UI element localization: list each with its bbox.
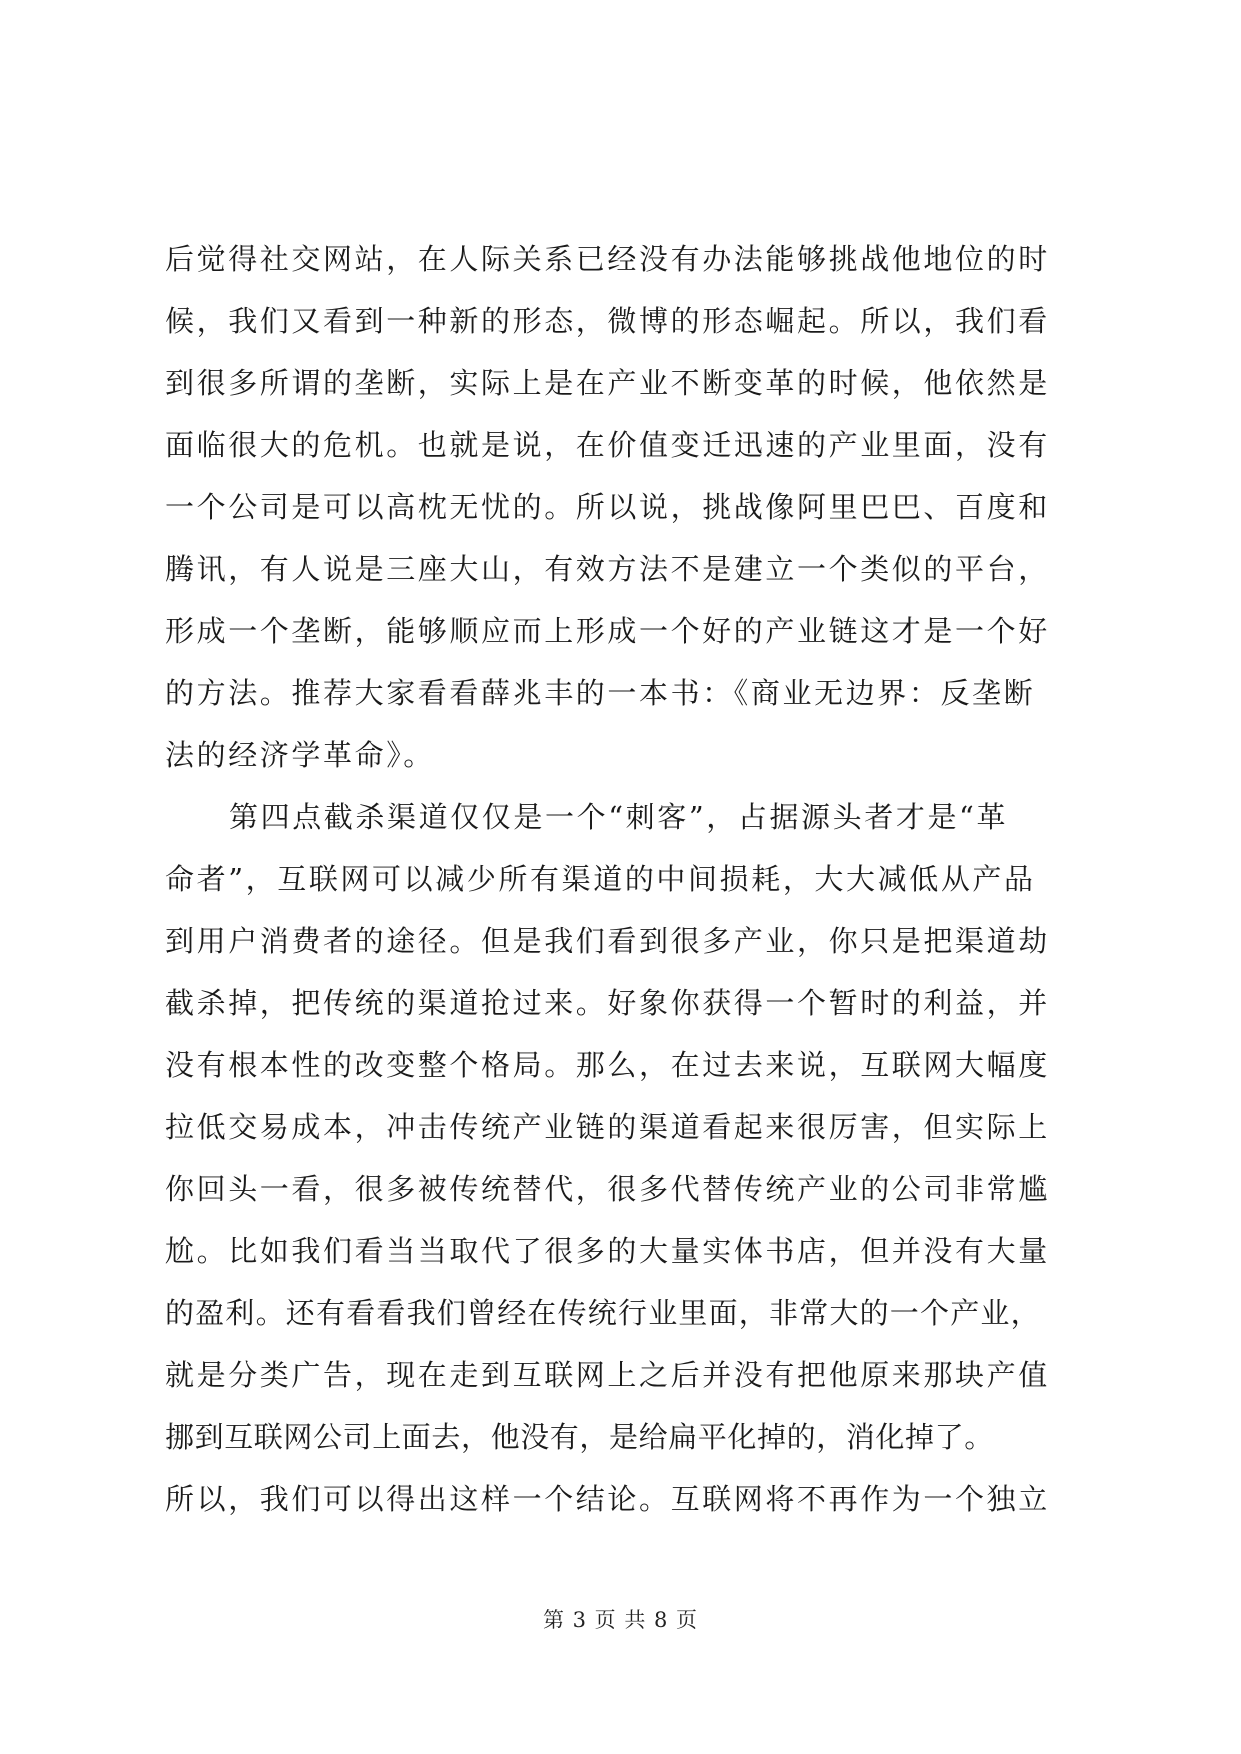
text-line: 候，我们又看到一种新的形态，微博的形态崛起。所以，我们看 (165, 304, 1050, 338)
text-line: 到很多所谓的垄断，实际上是在产业不断变革的时候，他依然是 (165, 366, 1050, 400)
text-line: 命者”，互联网可以减少所有渠道的中间损耗，大大减低从产品 (165, 862, 1036, 896)
text-line: 拉低交易成本，冲击传统产业链的渠道看起来很厉害，但实际上 (165, 1110, 1050, 1144)
text-line: 挪到互联网公司上面去，他没有，是给扁平化掉的，消化掉了。 (165, 1420, 994, 1454)
text-line: 没有根本性的改变整个格局。那么，在过去来说，互联网大幅度 (165, 1048, 1050, 1082)
paragraph-start-line: 第四点截杀渠道仅仅是一个“刺客”，占据源头者才是“革 (229, 800, 1009, 834)
text-line: 尬。比如我们看当当取代了很多的大量实体书店，但并没有大量 (165, 1234, 1050, 1268)
text-line: 所以，我们可以得出这样一个结论。互联网将不再作为一个独立 (165, 1482, 1050, 1516)
text-line: 腾讯，有人说是三座大山，有效方法不是建立一个类似的平台， (165, 552, 1050, 586)
text-line: 的盈利。还有看看我们曾经在传统行业里面，非常大的一个产业， (165, 1296, 1041, 1330)
text-line: 法的经济学革命》。 (165, 738, 435, 772)
text-line: 的方法。推荐大家看看薛兆丰的一本书：《商业无边界：反垄断 (165, 676, 1036, 710)
text-line: 你回头一看，很多被传统替代，很多代替传统产业的公司非常尴 (165, 1172, 1050, 1206)
text-line: 一个公司是可以高枕无忧的。所以说，挑战像阿里巴巴、百度和 (165, 490, 1050, 524)
text-line: 截杀掉，把传统的渠道抢过来。好象你获得一个暂时的利益，并 (165, 986, 1050, 1020)
text-line: 后觉得社交网站，在人际关系已经没有办法能够挑战他地位的时 (165, 242, 1050, 276)
body-text (165, 228, 1085, 1530)
text-line: 就是分类广告，现在走到互联网上之后并没有把他原来那块产值 (165, 1358, 1050, 1392)
text-line: 面临很大的危机。也就是说，在价值变迁迅速的产业里面，没有 (165, 428, 1050, 462)
text-line: 到用户消费者的途径。但是我们看到很多产业，你只是把渠道劫 (165, 924, 1050, 958)
page-number-footer: 第 3 页 共 8 页 (542, 1608, 699, 1632)
text-line: 形成一个垄断，能够顺应而上形成一个好的产业链这才是一个好 (165, 614, 1050, 648)
